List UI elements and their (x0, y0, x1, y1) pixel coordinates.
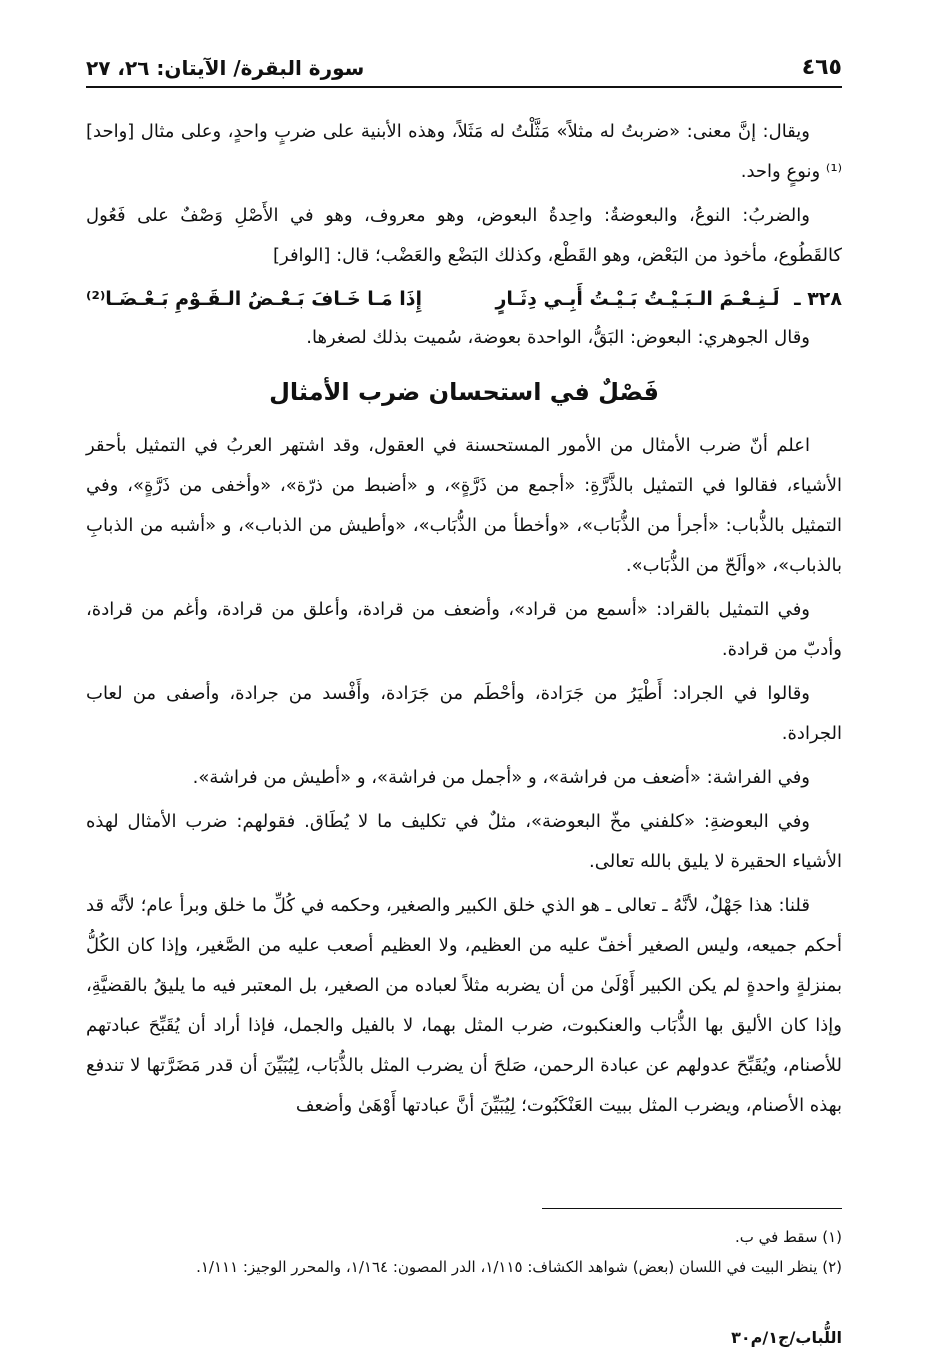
paragraph: وفي الفراشة: «أضعف من فراشة»، و «أجمل من فراشة»، و «أطيش من فراشة». (192, 767, 810, 788)
paragraph: ويقال: إنَّ معنى: «ضربتُ له مثلاً» مَثَّلْتُ له مَثَلاً، وهذه الأبنية على ضربٍ واحدٍ، وعلى مثال [واحد]⁽¹⁾ ونوعٍ واحد. (86, 121, 842, 182)
printer-signature: اللُّباب/ج١/م٣٠ (731, 1328, 842, 1347)
main-text (86, 112, 842, 1130)
verse-hemistich-2: إِذَا مَـا خَـافَ بَـعْـضُ الـقَـوْمِ بَـعْـضَـا⁽²⁾ (86, 288, 423, 310)
footnote-1: (١) سقط في ب. (734, 1228, 842, 1246)
paragraph: وقال الجوهري: البعوض: البَقُّ، الواحدة بعوضة، سُميت بذلك لصغرها. (306, 327, 810, 348)
paragraph: وفي التمثيل بالقراد: «أسمع من قراد»، وأضعف من قرادة، وأعلق من قرادة، وأغم من قرادة، وأدبّ من قرادة. (86, 599, 842, 660)
verse-number: ٣٢٨ ـ (794, 288, 842, 310)
section-title: فَصْلٌ في استحسان ضرب الأمثال (269, 378, 659, 406)
footnote-2: (٢) ينظر البيت في اللسان (بعض) شواهد الكشاف: ١/١١٥، الدر المصون: ١/١٦٤، والمحرر الوجيز: ١/١١١. (196, 1258, 842, 1276)
poetry-verse (86, 280, 842, 318)
paragraph: وفي البعوضةِ: «كلفني مخّ البعوضة»، مثلٌ في تكليف ما لا يُطَاق. فقولهم: ضرب الأمثال لهذه الأشياء الحقيرة لا يليق بالله تعالى. (86, 811, 842, 872)
paragraph: والضربُ: النوعُ، والبعوضةُ: واحِدةُ البعوض، وهو معروف، وهو في الأَصْلِ وَصْفٌ على فَعُول كالقَطُوع، مأخوذ من البَعْض، وهو القَطْع، وكذلك البَضْع والعَضْب؛ قال: [الوافر] (86, 205, 842, 266)
paragraph: اعلم أنّ ضرب الأمثال من الأمور المستحسنة في العقول، وقد اشتهر العربُ في التمثيل بأحقر الأشياء، فقالوا في التمثيل بالذَّرَّةِ: «أجمع من ذَرَّةٍ»، و «أضبط من ذرّة»، «وأخفى من ذَرَّةٍ»، وفي التمثيل بالذُّباب: «أجرأ من الذُّبَاب»، «وأخطأ من الذُّبَاب»، «وأطيش من الذباب»، و «أشبه من الذبابِ بالذباب»، «وألَحّ من الذُّبَاب». (86, 435, 842, 576)
verse-first-half (495, 280, 842, 318)
verse-hemistich-1: لَـنِـعْـمَ الـبَـيْـتُ بَـيْـتُ أَبِـي دِثَـارٍ (495, 288, 780, 310)
paragraph: قلنا: هذا جَهْلٌ، لأنَّهُ ـ تعالى ـ هو الذي خلق الكبير والصغير، وحكمه في كُلِّ ما خلق وبرأ عام؛ لأنَّه قد أحكم جميعه، وليس الصغير أخفّ عليه من العظيم، ولا العظيم أصعب عليه من الصَّغير، وإذا كان الكُلُّ بمنزلةٍ واحدةٍ لم يكن الكبير أَوْلَىٰ من أن يضربه مثلاً لعباده من الصغير، بل المعتبر فيه ما يليقُ بالقضيَّةِ، وإذا كان الأليق بها الذُّبَاب والعنكبوت، ضرب المثل بهما، لا بالفيل والجمل، فإذا أراد أن يُقَبِّحَ عبادتهم للأصنام، ويُقَبِّحَ عدولهم عن عبادة الرحمن، صَلحَ أن يضرب المثل بالذُّبَاب، لِيُبَيِّنَ أن قدر مَضَرَّتها لا تندفع بهذه الأصنام، ويضرب المثل ببيت العَنْكَبُوت؛ لِيُبَيِّنَ أنَّ عبادتها أَوْهَىٰ وأضعف (86, 895, 842, 1116)
paragraph: وقالوا في الجراد: أَطْيَرُ من جَرَادة، وأحْطَم من جَرَادة، وأَفْسد من جرادة، وأصفى من لعاب الجرادة. (86, 683, 842, 744)
header-title: سورة البقرة/ الآيتان: ٢٦، ٢٧ (86, 56, 365, 80)
running-header (86, 48, 842, 88)
footnotes (86, 1222, 842, 1282)
footnote-separator (542, 1208, 842, 1209)
page-number: ٤٦٥ (801, 55, 842, 80)
